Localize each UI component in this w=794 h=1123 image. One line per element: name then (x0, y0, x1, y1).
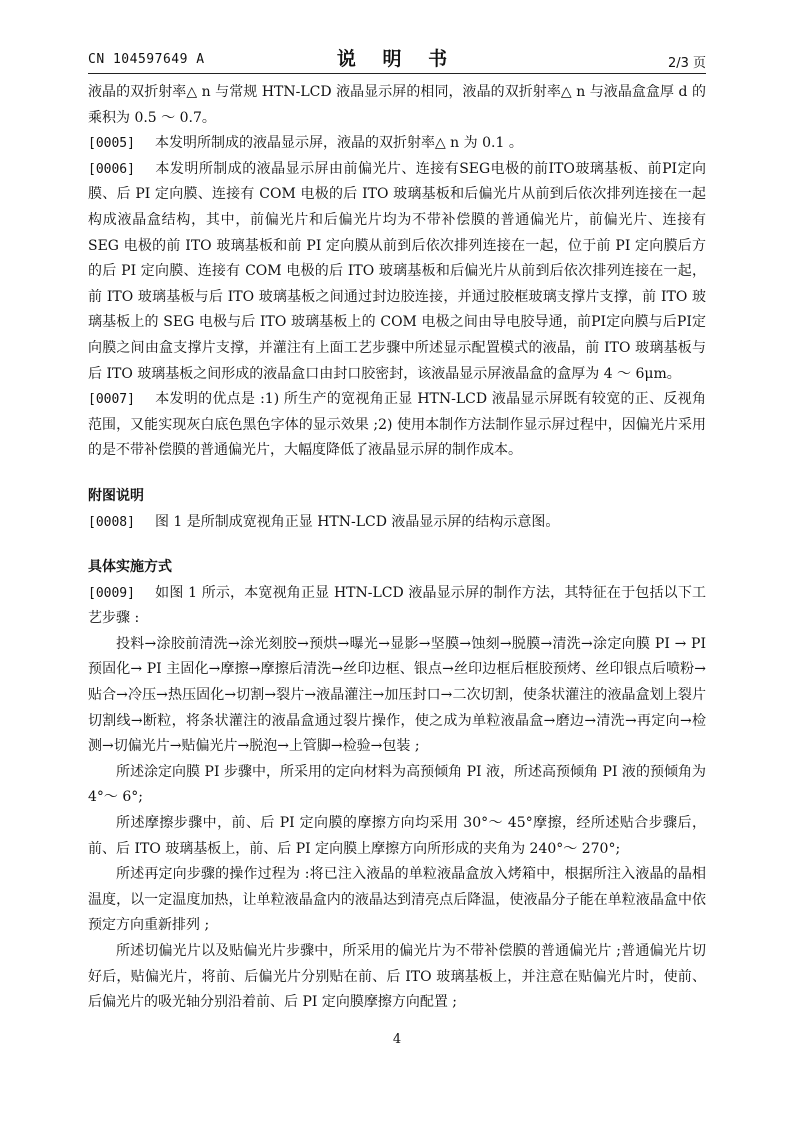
page-number: 4 (392, 1032, 402, 1047)
paragraph-0005 (88, 131, 706, 157)
header-divider (88, 73, 706, 74)
paragraph-0006 (88, 157, 706, 387)
paragraph-text: 图 1 是所制成宽视角正显 HTN-LCD 液晶显示屏的结构示意图。 (154, 513, 560, 530)
polarizer-step: 所述切偏光片以及贴偏光片步骤中，所采用的偏光片为不带补偿膜的普通偏光片 ;普通偏光片切好后，贴偏光片，将前、后偏光片分别贴在前、后 ITO 玻璃基板上，并注意在贴偏光片时，使前、后偏光片的吸光轴分别沿着前、后 PI 定向膜摩擦方向配置 ; (88, 943, 706, 1011)
document-body (88, 80, 706, 1016)
paragraph-text: 如图 1 所示，本宽视角正显 HTN-LCD 液晶显示屏的制作方法，其特征在于包括以下工艺步骤 : (88, 584, 706, 627)
paragraph-text: 本发明所制成的液晶显示屏由前偏光片、连接有SEG电极的前ITO玻璃基板、前PI定向膜、后 PI 定向膜、连接有 COM 电极的后 ITO 玻璃基板和后偏光片从前到后依次排列连接在一起构成液晶盒结构，其中，前偏光片和后偏光片均为不带补偿膜的普通偏光片，前偏光片、连接有 SEG 电极的前 ITO 玻璃基板和前 PI 定向膜从前到后依次排列连接在一起，位于前 PI 定向膜后方的后 PI 定向膜、连接有 COM 电极的后 ITO 玻璃基板和后偏光片从前到后依次排列连接在一起，前 ITO 玻璃基板与后 ITO 玻璃基板之间通过封边胶连接，并通过胶框玻璃支撑片支撑，前 ITO 玻璃基板上的 SEG 电极与后 ITO 玻璃基板上的 COM 电极之间由导电胶导通，前PI定向膜与后PI定向膜之间由盒支撑片支撑，并灌注有上面工艺步骤中所述显示配置模式的液晶，前 ITO 玻璃基板与后 ITO 玻璃基板之间形成的液晶盒口由封口胶密封，该液晶显示屏液晶盒的盒厚为 4 ～ 6μm。 (88, 160, 706, 382)
paragraph-number: [0006] (88, 161, 135, 177)
patent-number: CN 104597649 A (88, 52, 205, 67)
paragraph-text: 本发明的优点是 :1) 所生产的宽视角正显 HTN-LCD 液晶显示屏既有较宽的正、反视角范围，又能实现灰白底色黑色字体的显示效果 ;2) 使用本制作方法制作显示屏过程中，因偏光片采用的是不带补偿膜的普通偏光片，大幅度降低了液晶显示屏的制作成本。 (88, 391, 706, 459)
paragraph-number: [0005] (88, 136, 135, 152)
paragraph-number: [0009] (88, 585, 135, 601)
rubbing-step: 所述摩擦步骤中，前、后 PI 定向膜的摩擦方向均采用 30°～ 45°摩擦，经所述贴合步骤后，前、后 ITO 玻璃基板上，前、后 PI 定向膜上摩擦方向所形成的夹角为 240°～ 270°; (88, 815, 706, 857)
paragraph-number: [0008] (88, 514, 135, 530)
section-heading-figures: 附图说明 (88, 487, 144, 504)
paragraph-0007 (88, 387, 706, 464)
alignment-film-step: 所述涂定向膜 PI 步骤中，所采用的定向材料为高预倾角 PI 液，所述高预倾角 PI 液的预倾角为 4°～ 6°; (88, 763, 706, 806)
section-heading-embodiment: 具体实施方式 (88, 559, 172, 576)
paragraph-text: 本发明所制成的液晶显示屏，液晶的双折射率△ n 为 0.1 。 (154, 135, 523, 152)
process-steps: 投料→涂胶前清洗→涂光刻胶→预烘→曝光→显影→坚膜→蚀刻→脱膜→清洗→涂定向膜 PI → PI 预固化→ PI 主固化→摩擦→摩擦后清洗→丝印边框、银点→丝印边框后框胶预烤、丝印银点后喷粉→贴合→冷压→热压固化→切割→裂片→液晶灌注→加压封口→二次切割，使条状灌注的液晶盒划上裂片切割线→断粒，将条状灌注的液晶盒通过裂片操作，使之成为单粒液晶盒→磨边→清洗→再定向→检测→切偏光片→贴偏光片→脱泡→上管脚→检验→包装 ; (88, 635, 706, 755)
paragraph-0009 (88, 581, 706, 632)
paragraph-0008 (88, 510, 706, 536)
document-title: 说 明 书 (336, 48, 458, 70)
paragraph-number: [0007] (88, 392, 135, 408)
page-header (88, 44, 706, 72)
page-indicator: 2/3 页 (667, 56, 706, 71)
realignment-step: 所述再定向步骤的操作过程为 :将已注入液晶的单粒液晶盒放入烤箱中，根据所注入液晶的晶相温度，以一定温度加热，让单粒液晶盒内的液晶达到清亮点后降温，使液晶分子能在单粒液晶盒中依预定方向重新排列 ; (88, 866, 706, 934)
continuation-text: 液晶的双折射率△ n 与常规 HTN-LCD 液晶显示屏的相同，液晶的双折射率△ n 与液晶盒盒厚 d 的乘积为 0.5 ～ 0.7。 (88, 84, 706, 126)
